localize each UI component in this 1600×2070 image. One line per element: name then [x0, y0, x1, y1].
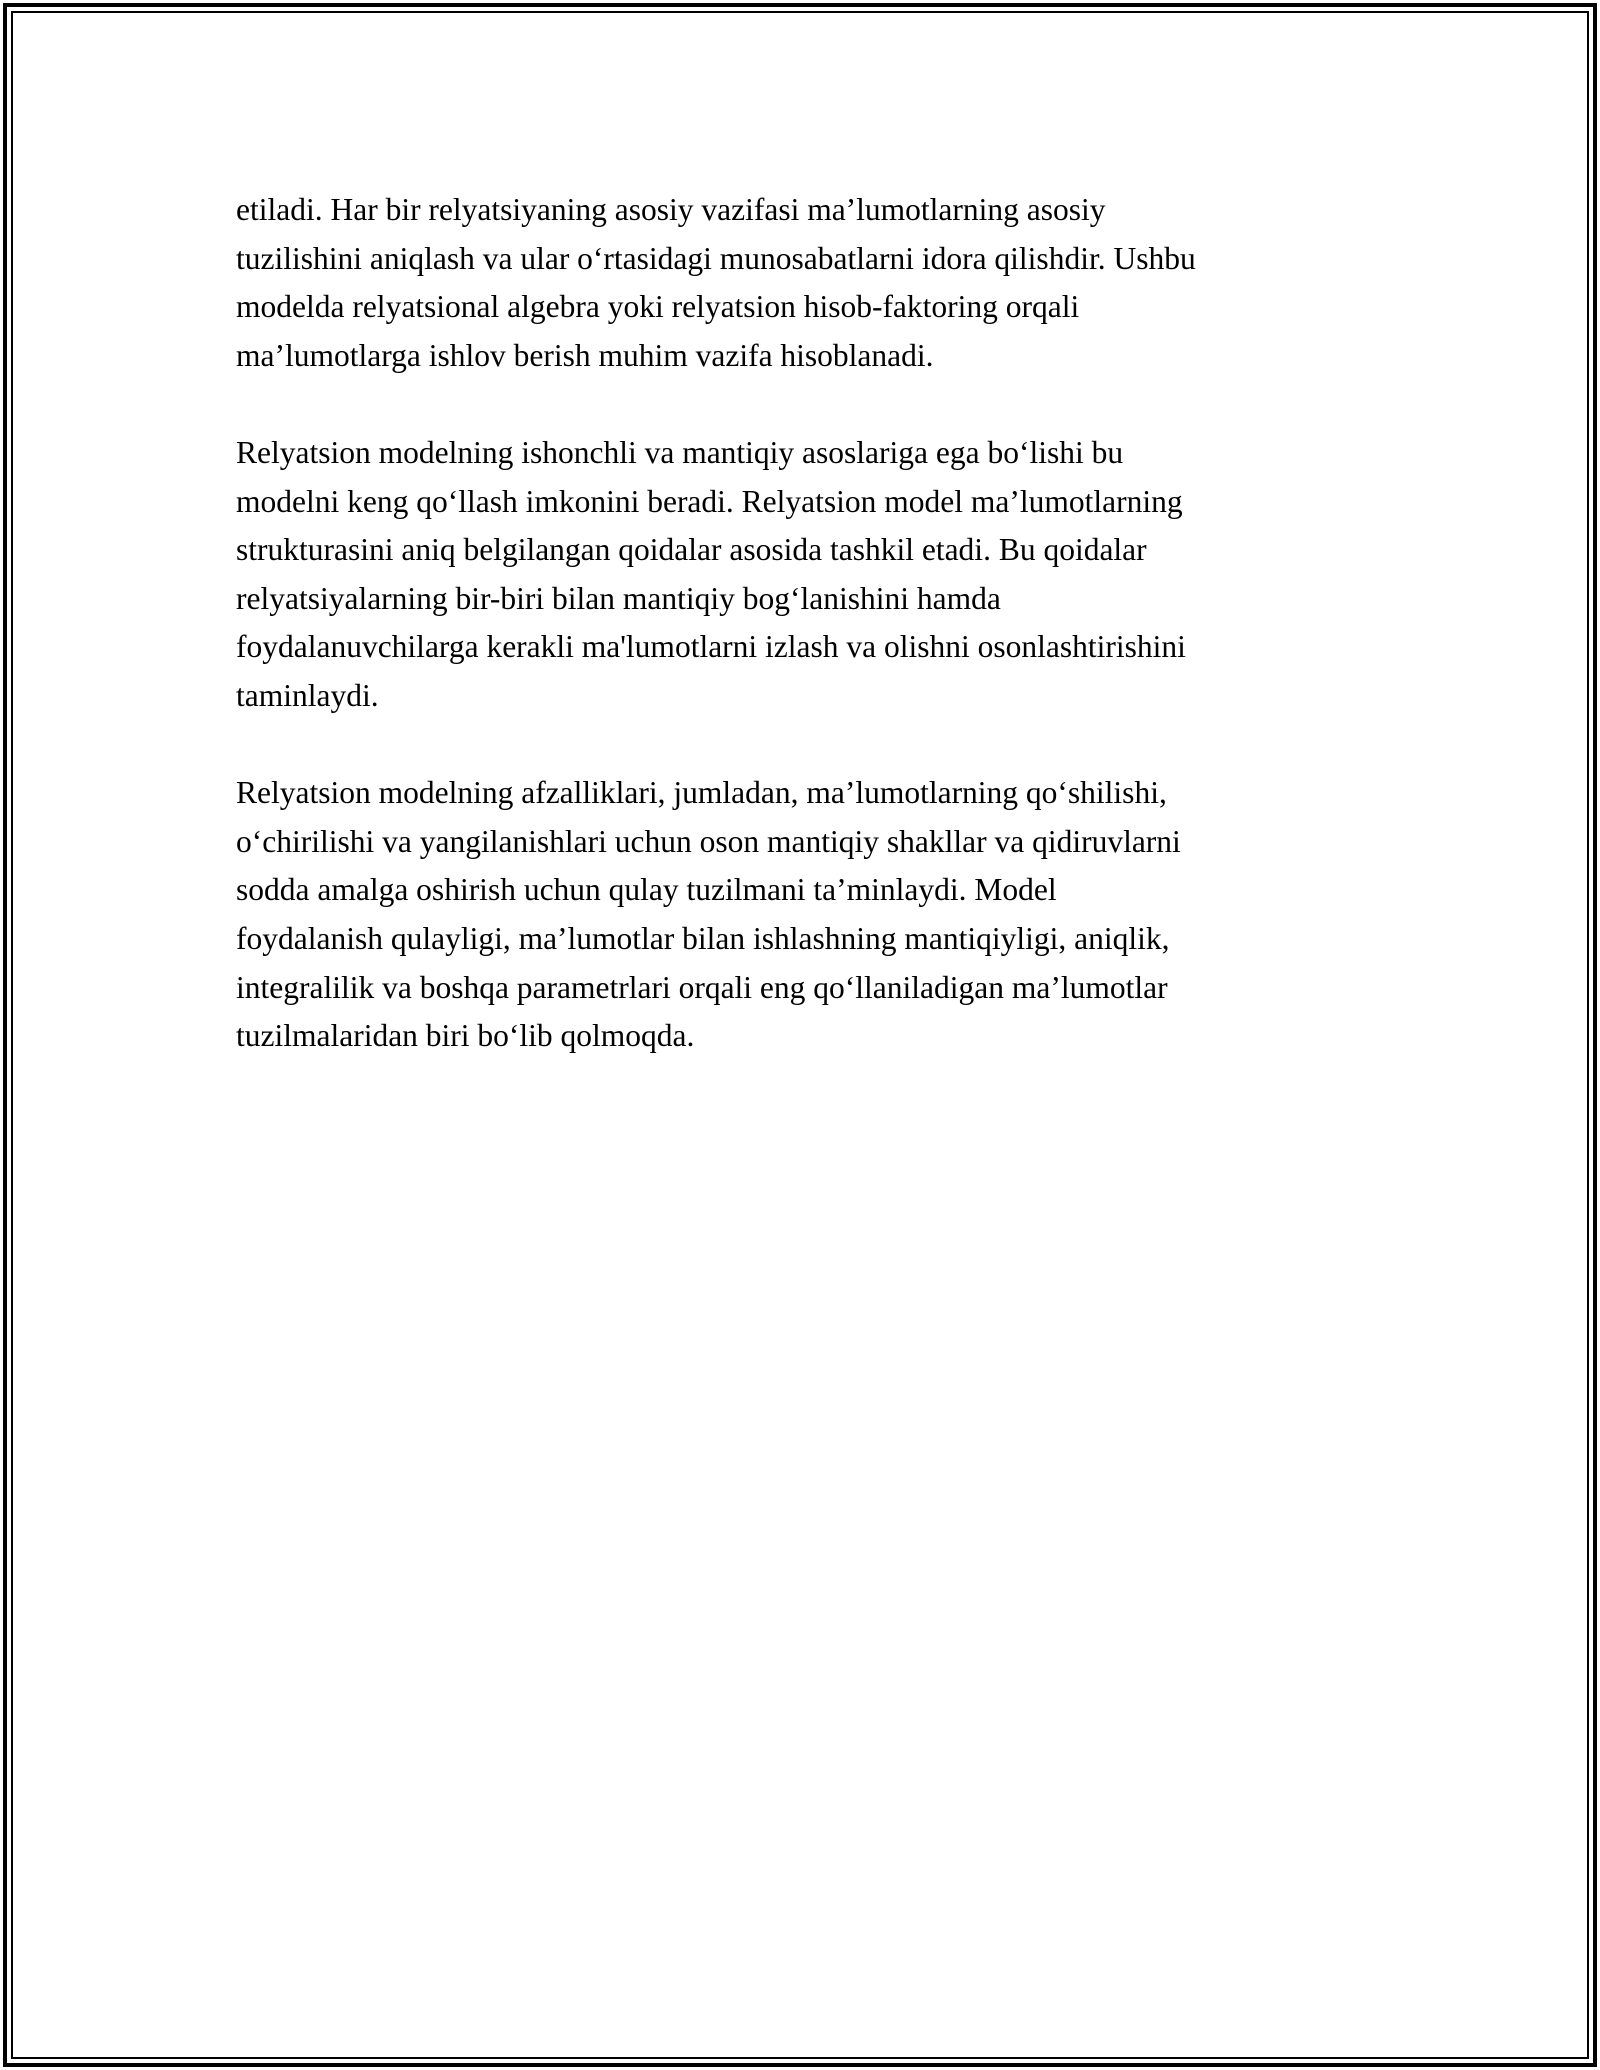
paragraph-2 [236, 429, 1376, 721]
text-line: integralilik va boshqa parametrlari orqali eng qo‘llaniladigan ma’lumotlar [236, 969, 1168, 1005]
text-line: o‘chirilishi va yangilanishlari uchun oson mantiqiy shakllar va qidiruvlarni [236, 823, 1181, 859]
text-line: foydalanuvchilarga kerakli ma'lumotlarni izlash va olishni osonlashtirishini [236, 629, 1186, 665]
text-line: etiladi. Har bir relyatsiyaning asosiy vazifasi ma’lumotlarning asosiy [236, 192, 1106, 227]
document-body [236, 186, 1376, 1061]
text-line: relyatsiyalarning bir-biri bilan mantiqiy bog‘lanishini hamda [236, 580, 1001, 616]
text-line: foydalanish qulayligi, ma’lumotlar bilan ishlashning mantiqiyligi, aniqlik, [236, 920, 1170, 956]
paragraph-gap [236, 721, 1376, 770]
text-line: Relyatsion modelning afzalliklari, jumladan, ma’lumotlarning qo‘shilishi, [236, 775, 1167, 811]
text-line: Relyatsion modelning ishonchli va mantiqiy asoslariga ega bo‘lishi bu [236, 434, 1124, 470]
text-line: sodda amalga oshirish uchun qulay tuzilmani ta’minlaydi. Model [236, 872, 1057, 908]
text-line: modelni keng qo‘llash imkonini beradi. Relyatsion model ma’lumotlarning [236, 483, 1183, 519]
paragraph-3 [236, 769, 1376, 1061]
text-line: tuzilishini aniqlash va ular o‘rtasidagi munosabatlarni idora qilishdir. Ushbu [236, 240, 1196, 276]
text-line: modelda relyatsional algebra yoki relyatsion hisob-faktoring orqali [236, 289, 1080, 325]
text-line: strukturasini aniq belgilangan qoidalar asosida tashkil etadi. Bu qoidalar [236, 532, 1147, 568]
paragraph-1 [236, 186, 1376, 380]
paragraph-gap [236, 380, 1376, 429]
text-line: tuzilmalaridan biri bo‘lib qolmoqda. [236, 1018, 695, 1054]
text-line: ma’lumotlarga ishlov berish muhim vazifa hisoblanadi. [236, 337, 934, 373]
text-line: taminlaydi. [236, 677, 379, 713]
